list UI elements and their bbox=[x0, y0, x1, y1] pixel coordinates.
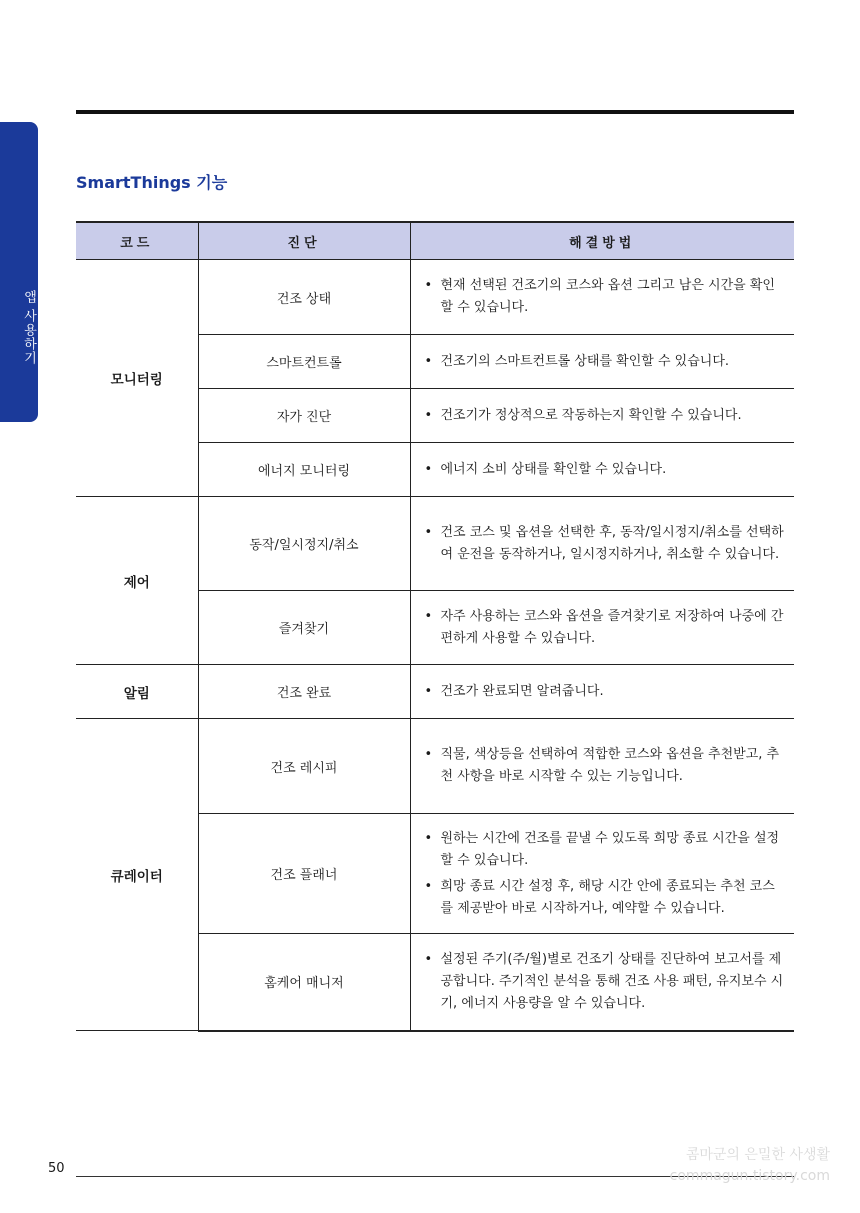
watermark bbox=[670, 1145, 830, 1187]
solution-item: • 희망 종료 시간 설정 후, 해당 시간 안에 종료되는 추천 코스를 제공받아 바로 시작하거나, 예약할 수 있습니다. bbox=[425, 876, 787, 920]
diagnosis-cell: 자가 진단 bbox=[198, 389, 410, 443]
header-code: 코드 bbox=[76, 222, 198, 260]
solution-cell bbox=[410, 335, 794, 389]
solution-cell bbox=[410, 814, 794, 934]
solution-item: • 건조기의 스마트컨트롤 상태를 확인할 수 있습니다. bbox=[425, 351, 787, 373]
solution-cell bbox=[410, 389, 794, 443]
diagnosis-cell: 홈케어 매니저 bbox=[198, 934, 410, 1031]
diagnosis-cell: 건조 완료 bbox=[198, 665, 410, 719]
solution-cell bbox=[410, 443, 794, 497]
code-cell-curator: 큐레이터 bbox=[76, 719, 198, 1031]
solution-item: • 건조기가 정상적으로 작동하는지 확인할 수 있습니다. bbox=[425, 405, 787, 427]
solution-item: • 원하는 시간에 건조를 끝낼 수 있도록 희망 종료 시간을 설정할 수 있습니다. bbox=[425, 828, 787, 872]
table-row bbox=[76, 497, 794, 591]
section-title: SmartThings 기능 bbox=[76, 173, 228, 192]
solution-item: • 건조가 완료되면 알려줍니다. bbox=[425, 681, 787, 703]
solution-item: • 설정된 주기(주/월)별로 건조기 상태를 진단하여 보고서를 제공합니다. 주기적인 분석을 통해 건조 사용 패턴, 유지보수 시기, 에너지 사용량을 알 수 있습니다. bbox=[425, 949, 787, 1015]
code-cell-monitoring: 모니터링 bbox=[76, 260, 198, 497]
solution-item: • 건조 코스 및 옵션을 선택한 후, 동작/일시정지/취소를 선택하여 운전을 동작하거나, 일시정지하거나, 취소할 수 있습니다. bbox=[425, 522, 787, 566]
diagnosis-cell: 건조 플래너 bbox=[198, 814, 410, 934]
top-rule bbox=[76, 110, 794, 114]
solution-cell bbox=[410, 260, 794, 335]
solution-item: • 직물, 색상등을 선택하여 적합한 코스와 옵션을 추천받고, 추천 사항을 바로 시작할 수 있는 기능입니다. bbox=[425, 744, 787, 788]
solution-cell bbox=[410, 934, 794, 1031]
watermark-line-2: commagun.tistory.com bbox=[669, 1168, 830, 1184]
solution-cell bbox=[410, 719, 794, 814]
diagnosis-cell: 즐겨찾기 bbox=[198, 591, 410, 665]
code-cell-notification: 알림 bbox=[76, 665, 198, 719]
page-number: 50 bbox=[48, 1161, 65, 1176]
diagnosis-cell: 스마트컨트롤 bbox=[198, 335, 410, 389]
solution-item: • 현재 선택된 건조기의 코스와 옵션 그리고 남은 시간을 확인할 수 있습니다. bbox=[425, 275, 787, 319]
smartthings-feature-table bbox=[76, 221, 794, 1032]
chapter-side-tab-label: 앱 사용하기 bbox=[21, 290, 36, 366]
solution-cell bbox=[410, 665, 794, 719]
header-solution: 해결방법 bbox=[410, 222, 794, 260]
diagnosis-cell: 건조 레시피 bbox=[198, 719, 410, 814]
table-row bbox=[76, 260, 794, 335]
diagnosis-cell: 동작/일시정지/취소 bbox=[198, 497, 410, 591]
solution-item: • 자주 사용하는 코스와 옵션을 즐겨찾기로 저장하여 나중에 간편하게 사용할 수 있습니다. bbox=[425, 606, 787, 650]
table-row bbox=[76, 665, 794, 719]
diagnosis-cell: 에너지 모니터링 bbox=[198, 443, 410, 497]
watermark-line-1: 콤마군의 은밀한 사생활 bbox=[685, 1147, 830, 1163]
table-header-row bbox=[76, 222, 794, 260]
solution-cell bbox=[410, 591, 794, 665]
chapter-side-tab bbox=[0, 122, 38, 422]
solution-cell bbox=[410, 497, 794, 591]
code-cell-control: 제어 bbox=[76, 497, 198, 665]
solution-item: • 에너지 소비 상태를 확인할 수 있습니다. bbox=[425, 459, 787, 481]
diagnosis-cell: 건조 상태 bbox=[198, 260, 410, 335]
header-diagnosis: 진단 bbox=[198, 222, 410, 260]
table-row bbox=[76, 719, 794, 814]
